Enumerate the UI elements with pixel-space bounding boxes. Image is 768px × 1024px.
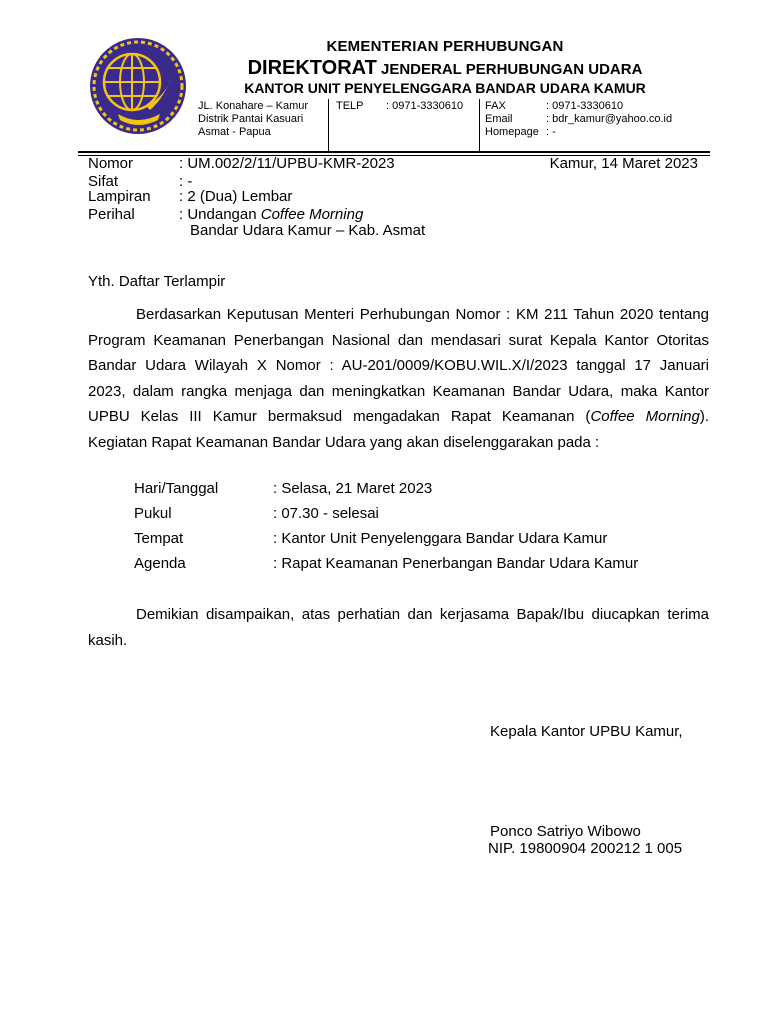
address-line-3: Asmat - Papua (198, 126, 271, 138)
perihal-label: Perihal (88, 206, 135, 223)
body-italic: Coffee Morning (590, 408, 700, 426)
perihal-italic: Coffee Morning (260, 206, 364, 223)
body-part-1: Berdasarkan Keputusan Menteri Perhubungan Nomor : KM 211 Tahun 2020 tentang Program Keamanan Penerbangan Nasional dan mendasari surat Kepala Kantor Otoritas Bandar Udara Wilayah X Nomor : AU-201/0009/KOBU.WIL.X/I/2023 tanggal 17 Januari 2023, dalam rangka menjaga dan meningkatkan Keamanan Bandar Udara, maka Kantor UPBU Kelas III Kamur bermaksud mengadakan Rapat Keamanan ( (88, 306, 709, 426)
lampiran-label: Lampiran (88, 188, 151, 205)
detail-label: Pukul (134, 505, 172, 522)
directorate-rest: JENDERAL PERHUBUNGAN UDARA (381, 61, 643, 78)
detail-label: Agenda (134, 555, 186, 572)
telp-label: TELP (336, 100, 364, 112)
body-paragraph (88, 302, 709, 456)
sifat-value: : - (179, 173, 193, 190)
salutation: Yth. Daftar Terlampir (88, 273, 226, 290)
address-block (198, 100, 308, 139)
nomor-value: : UM.002/2/11/UPBU-KMR-2023 (179, 155, 395, 172)
directorate-name (190, 57, 700, 80)
telp-value: : 0971-3330610 (386, 100, 464, 112)
ministry-logo-icon (88, 36, 188, 136)
closing-paragraph (88, 602, 709, 653)
divider (328, 99, 329, 151)
detail-label: Hari/Tanggal (134, 480, 219, 497)
detail-value: : Kantor Unit Penyelenggara Bandar Udara Kamur (273, 530, 608, 547)
contact-labels (485, 100, 539, 139)
nomor-label: Nomor (88, 155, 134, 172)
detail-value: : Rapat Keamanan Penerbangan Bandar Udara Kamur (273, 555, 639, 572)
directorate-big: DIREKTORAT (247, 57, 377, 79)
letter-date: Kamur, 14 Maret 2023 (549, 155, 698, 172)
perihal-line2: Bandar Udara Kamur – Kab. Asmat (190, 222, 426, 239)
fax-label: FAX (485, 100, 506, 112)
divider (479, 99, 480, 151)
sifat-label: Sifat (88, 173, 119, 190)
contact-values (546, 100, 672, 139)
lampiran-value: : 2 (Dua) Lembar (179, 188, 293, 205)
homepage-label: Homepage (485, 126, 539, 138)
signature-title: Kepala Kantor UPBU Kamur, (490, 723, 683, 740)
fax-value: : 0971-3330610 (546, 100, 624, 112)
closing-text: Demikian disampaikan, atas perhatian dan kerjasama Bapak/Ibu diucapkan terima kasih. (88, 606, 709, 649)
perihal-prefix: : Undangan (179, 206, 261, 223)
ministry-name: KEMENTERIAN PERHUBUNGAN (326, 38, 564, 55)
address-line-1: JL. Konahare – Kamur (198, 100, 309, 112)
body-part-2: ). Kegiatan Rapat Keamanan Bandar Udara yang akan diselenggarakan pada : (88, 408, 709, 451)
signature-name: Ponco Satriyo Wibowo (490, 823, 641, 840)
address-line-2: Distrik Pantai Kasuari (198, 113, 304, 125)
detail-label: Tempat (134, 530, 184, 547)
email-value: : bdr_kamur@yahoo.co.id (546, 113, 673, 125)
office-name: KANTOR UNIT PENYELENGGARA BANDAR UDARA KAMUR (244, 80, 646, 96)
homepage-value: : - (546, 126, 556, 138)
detail-value: : Selasa, 21 Maret 2023 (273, 480, 433, 497)
signature-nip: NIP. 19800904 200212 1 005 (488, 840, 683, 857)
email-label: Email (485, 113, 513, 125)
detail-value: : 07.30 - selesai (273, 505, 379, 522)
header-rule (78, 151, 710, 153)
